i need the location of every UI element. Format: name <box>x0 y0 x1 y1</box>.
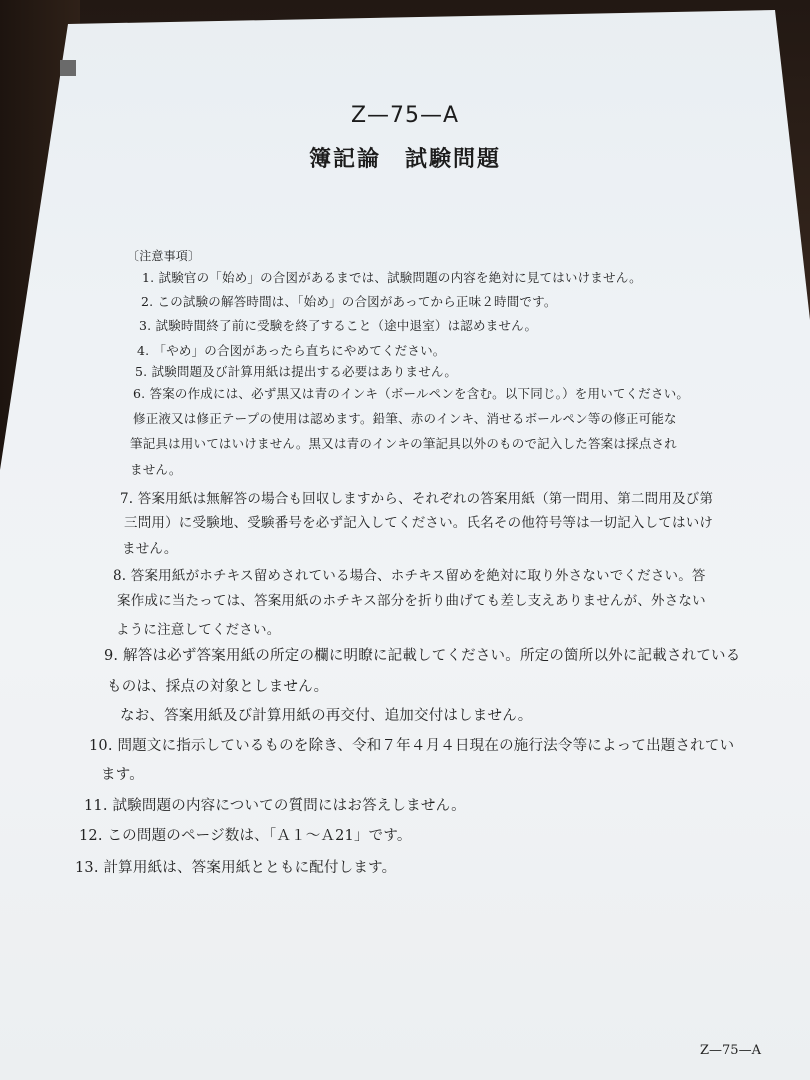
note-line: 案作成に当たっては、答案用紙のホチキス部分を折り曲げても差し支えありませんが、外さない <box>117 593 706 609</box>
note-line: 修正液又は修正テープの使用は認めます。鉛筆、赤のインキ、消せるボールペン等の修正可能な <box>133 411 677 426</box>
note-line: 筆記具は用いてはいけません。黒又は青のインキの筆記具以外のもので記入した答案は採点され <box>130 436 677 451</box>
note-line: ものは、採点の対象としません。 <box>107 679 329 695</box>
note-line: 10. 問題文に指示しているものを除き、令和７年４月４日現在の施行法令等によって出題されてい <box>89 738 735 754</box>
note-line: なお、答案用紙及び計算用紙の再交付、追加交付はしません。 <box>120 708 533 724</box>
note-line: ません。 <box>130 462 182 477</box>
note-line: 1. 試験官の「始め」の合図があるまでは、試験問題の内容を絶対に見てはいけません。 <box>142 270 642 285</box>
note-line: 5. 試験問題及び計算用紙は提出する必要はありません。 <box>135 364 458 379</box>
exam-code: Z—75—A <box>350 103 460 128</box>
note-line: 3. 試験時間終了前に受験を終了すること（途中退室）は認めません。 <box>139 318 538 333</box>
note-line: 三問用）に受験地、受験番号を必ず記入してください。氏名その他符号等は一切記入してはいけ <box>124 515 714 531</box>
note-line: 6. 答案の作成には、必ず黒又は青のインキ（ボールペンを含む。以下同じ。）を用いてください。 <box>133 386 690 401</box>
note-line: 4. 「やめ」の合図があったら直ちにやめてください。 <box>137 343 446 358</box>
note-line: 13. 計算用紙は、答案用紙とともに配付します。 <box>75 860 397 876</box>
note-line: 2. この試験の解答時間は、「始め」の合図があってから正味２時間です。 <box>141 294 557 309</box>
note-line: 12. この問題のページ数は、「Ａ１～Ａ21」です。 <box>79 828 412 844</box>
note-line: ません。 <box>122 541 178 557</box>
note-line: 7. 答案用紙は無解答の場合も回収しますから、それぞれの答案用紙（第一問用、第二問用及び第 <box>120 491 714 507</box>
note-line: 8. 答案用紙がホチキス留めされている場合、ホチキス留めを絶対に取り外さないでください。答 <box>113 568 706 584</box>
exam-title: 簿記論 試験問題 <box>308 147 501 172</box>
footer-code: Z—75—A <box>700 1043 761 1058</box>
note-line: ように注意してください。 <box>116 622 281 638</box>
note-line: ます。 <box>101 767 144 783</box>
note-line: 11. 試験問題の内容についての質問にはお答えしません。 <box>84 798 466 814</box>
corner-tab-mark <box>60 60 76 76</box>
note-line: 9. 解答は必ず答案用紙の所定の欄に明瞭に記載してください。所定の箇所以外に記載されている <box>104 648 741 664</box>
notes-heading: 〔注意事項〕 <box>127 249 201 263</box>
